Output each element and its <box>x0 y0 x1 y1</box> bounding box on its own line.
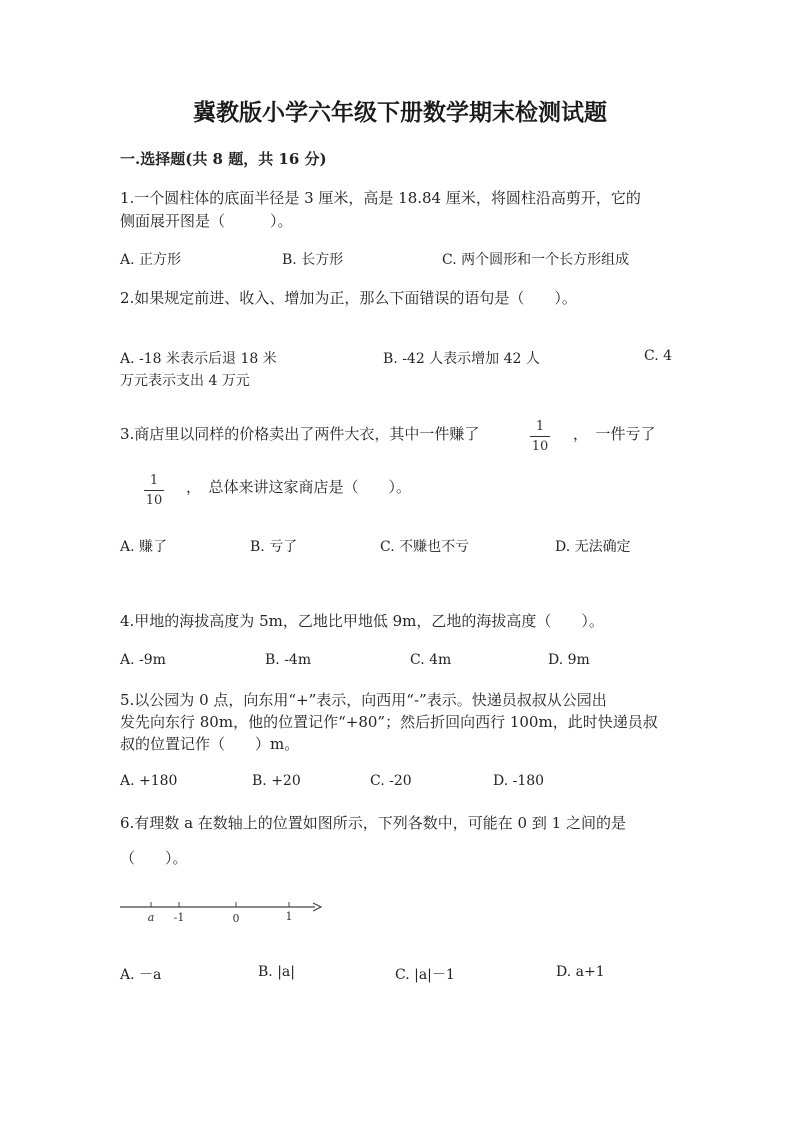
question-3-part-3: ， 总体来讲这家商店是（ ）。 <box>186 478 412 496</box>
question-1-option-c: C. 两个圆形和一个长方形组成 <box>442 252 630 268</box>
question-2-option-b: B. -42 人表示增加 42 人 <box>383 351 540 367</box>
question-5-line-3: 叔的位置记作（ ）m。 <box>120 735 300 753</box>
fraction-numerator: 1 <box>149 473 159 488</box>
question-3-option-c: C. 不赚也不亏 <box>380 539 470 555</box>
question-6-option-a: A. －a <box>120 967 162 983</box>
fraction-one-tenth <box>143 473 165 508</box>
page-title: 冀教版小学六年级下册数学期末检测试题 <box>193 99 607 126</box>
question-6-line-1: 6.有理数 a 在数轴上的位置如图所示，下列各数中，可能在 0 到 1 之间的是 <box>120 814 626 832</box>
tick-label-a: a <box>147 911 155 924</box>
question-1-line-2: 侧面展开图是（ ）。 <box>120 212 293 230</box>
question-3-part-1: 3.商店里以同样的价格卖出了两件大衣，其中一件赚了 <box>120 425 480 443</box>
question-5-option-b: B. +20 <box>252 773 301 789</box>
question-5-option-d: D. -180 <box>493 773 545 789</box>
question-6-option-c: C. |a|－1 <box>395 967 455 983</box>
question-5-line-1: 5.以公园为 0 点，向东用“+”表示，向西用“-”表示。快递员叔叔从公园出 <box>120 691 607 709</box>
question-3-option-b: B. 亏了 <box>250 539 298 555</box>
section-heading: 一.选择题(共 8 题，共 16 分) <box>120 150 327 168</box>
question-2-option-c: C. 4 <box>644 348 673 364</box>
fraction-denominator: 10 <box>145 493 163 508</box>
question-1-option-b: B. 长方形 <box>282 252 344 268</box>
question-3-option-a: A. 赚了 <box>120 539 168 555</box>
question-4-option-c: C. 4m <box>410 652 452 668</box>
question-6-line-2: （ ）。 <box>120 849 188 867</box>
question-2-option-a: A. -18 米表示后退 18 米 <box>120 351 277 367</box>
number-line-figure <box>115 895 330 935</box>
question-4-option-b: B. -4m <box>265 652 312 668</box>
question-5-option-a: A. +180 <box>120 773 178 789</box>
question-2-option-c-continued: 万元表示支出 4 万元 <box>120 373 250 389</box>
question-1-option-a: A. 正方形 <box>120 252 182 268</box>
question-6-option-d: D. a+1 <box>556 964 605 980</box>
question-3-part-2: ， 一件亏了 <box>573 425 656 443</box>
question-6-option-b: B. |a| <box>258 964 295 980</box>
question-1-line-1: 1.一个圆柱体的底面半径是 3 厘米，高是 18.84 厘米，将圆柱沿高剪开，它的 <box>120 189 641 207</box>
question-4-option-d: D. 9m <box>548 652 590 668</box>
fraction-bar <box>530 436 550 437</box>
question-5-option-c: C. -20 <box>370 773 412 789</box>
tick-label-zero: 0 <box>232 912 240 925</box>
tick-label-one: 1 <box>285 910 293 923</box>
question-4-option-a: A. -9m <box>120 652 166 668</box>
fraction-numerator: 1 <box>535 419 545 434</box>
question-5-line-2: 发先向东行 80m，他的位置记作“+80”；然后折回向西行 100m，此时快递员叔 <box>120 713 658 731</box>
question-3-option-d: D. 无法确定 <box>555 539 631 555</box>
question-4-line-1: 4.甲地的海拔高度为 5m，乙地比甲地低 9m，乙地的海拔高度（ ）。 <box>120 612 604 630</box>
fraction-one-tenth <box>529 419 551 454</box>
question-2-line-1: 2.如果规定前进、收入、增加为正，那么下面错误的语句是（ ）。 <box>120 289 577 307</box>
fraction-bar <box>144 490 164 491</box>
fraction-denominator: 10 <box>531 439 549 454</box>
tick-label-minus-one: -1 <box>173 911 185 924</box>
